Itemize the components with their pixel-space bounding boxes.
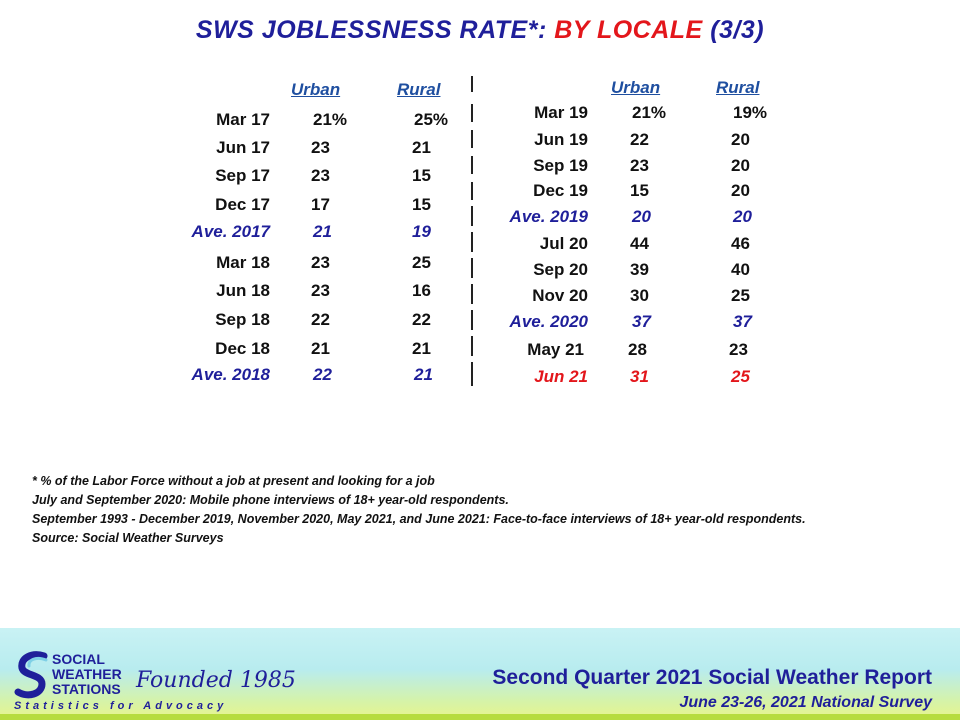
- row-label: Sep 17: [215, 166, 270, 185]
- row-label: Sep 19: [533, 156, 588, 175]
- sws-logo-icon: [14, 650, 52, 702]
- urban-value: 22: [311, 310, 330, 329]
- divider-segment: [471, 156, 473, 174]
- footnote: July and September 2020: Mobile phone interviews of 18+ year-old respondents.: [32, 493, 509, 507]
- divider-segment: [471, 284, 473, 304]
- divider-segment: [471, 258, 473, 278]
- row-label: Mar 19: [534, 103, 588, 122]
- urban-value: 22: [313, 365, 332, 384]
- footer-stripe: [0, 714, 960, 720]
- rural-value: 21: [412, 138, 431, 157]
- divider-segment: [471, 362, 473, 386]
- rural-value: 19: [412, 222, 431, 241]
- urban-value: 15: [630, 181, 649, 200]
- row-label: Dec 18: [215, 339, 270, 358]
- row-label: Mar 17: [216, 110, 270, 129]
- rural-value: 15: [412, 195, 431, 214]
- urban-value: 23: [630, 156, 649, 175]
- urban-value: 37: [632, 312, 651, 331]
- footnotes: [32, 472, 932, 548]
- rural-value: 46: [731, 234, 750, 253]
- rural-value: 21: [414, 365, 433, 384]
- logo-wordmark: [52, 652, 122, 697]
- title-prefix: SWS JOBLESSNESS RATE*:: [195, 16, 547, 44]
- urban-value: 21%: [632, 103, 667, 122]
- rural-value: 25: [731, 286, 750, 305]
- row-label: Mar 18: [216, 253, 270, 272]
- row-label: Nov 20: [532, 286, 588, 305]
- row-label-average: Ave. 2019: [509, 207, 588, 226]
- urban-value: 22: [630, 130, 649, 149]
- row-label: May 21: [527, 340, 584, 359]
- report-title: Second Quarter 2021 Social Weather Report: [492, 666, 932, 689]
- row-label: Dec 19: [533, 181, 588, 200]
- divider-segment: [471, 206, 473, 226]
- row-label: Sep 20: [533, 260, 588, 279]
- founded-text: Founded 1985: [136, 668, 296, 693]
- rural-value: 25: [412, 253, 431, 272]
- footnote: Source: Social Weather Surveys: [32, 531, 224, 545]
- urban-value: 20: [632, 207, 651, 226]
- page-title: [0, 16, 960, 45]
- row-label-average: Ave. 2018: [191, 365, 270, 384]
- row-label-average: Ave. 2020: [509, 312, 588, 331]
- divider-segment: [471, 104, 473, 122]
- rural-value: 25: [731, 367, 750, 386]
- rural-value: 20: [731, 156, 750, 175]
- divider-segment: [471, 232, 473, 252]
- rural-value: 20: [731, 181, 750, 200]
- row-label: Dec 17: [215, 195, 270, 214]
- left-urban-header: Urban: [291, 80, 341, 99]
- divider-segment: [471, 130, 473, 148]
- row-label: Jul 20: [539, 234, 588, 253]
- urban-value: 21: [311, 339, 330, 358]
- rural-value: 20: [731, 130, 750, 149]
- urban-value: 21: [313, 222, 332, 241]
- logo-line: STATIONS: [52, 681, 121, 697]
- row-label: Jun 19: [534, 130, 588, 149]
- footnote: * % of the Labor Force without a job at present and looking for a job: [32, 474, 435, 488]
- urban-value: 39: [630, 260, 649, 279]
- survey-dates: June 23-26, 2021 National Survey: [679, 694, 932, 711]
- rural-value: 22: [412, 310, 431, 329]
- footer-banner: [0, 628, 960, 720]
- left-rural-header: Rural: [397, 80, 441, 99]
- tagline: Statistics for Advocacy: [14, 700, 228, 712]
- urban-value: 31: [630, 367, 649, 386]
- right-rural-header: Rural: [716, 78, 760, 97]
- row-label-average: Ave. 2017: [191, 222, 270, 241]
- urban-value: 23: [311, 281, 330, 300]
- logo-line: SOCIAL: [52, 651, 105, 667]
- rural-value: 15: [412, 166, 431, 185]
- rural-value: 21: [412, 339, 431, 358]
- title-suffix: (3/3): [710, 16, 765, 44]
- urban-value: 21%: [313, 110, 348, 129]
- rural-value: 20: [733, 207, 752, 226]
- row-label: Jun 18: [216, 281, 270, 300]
- urban-value: 17: [311, 195, 330, 214]
- divider-segment: [471, 76, 473, 92]
- rural-value: 25%: [414, 110, 449, 129]
- urban-value: 23: [311, 166, 330, 185]
- rural-value: 37: [733, 312, 752, 331]
- footnote: September 1993 - December 2019, November 2020, May 2021, and June 2021: Face-to-face interviews of 18+ year-old respondents.: [32, 512, 806, 526]
- urban-value: 28: [628, 340, 647, 359]
- urban-value: 44: [630, 234, 649, 253]
- rural-value: 23: [729, 340, 748, 359]
- urban-value: 30: [630, 286, 649, 305]
- divider-segment: [471, 310, 473, 330]
- title-highlight: BY LOCALE: [554, 16, 703, 44]
- urban-value: 23: [311, 138, 330, 157]
- rural-value: 40: [731, 260, 750, 279]
- divider-segment: [471, 336, 473, 356]
- right-urban-header: Urban: [611, 78, 661, 97]
- rural-value: 19%: [733, 103, 768, 122]
- row-label-latest: Jun 21: [534, 367, 588, 386]
- rural-value: 16: [412, 281, 431, 300]
- row-label: Jun 17: [216, 138, 270, 157]
- logo-line: WEATHER: [52, 666, 122, 682]
- row-label: Sep 18: [215, 310, 270, 329]
- urban-value: 23: [311, 253, 330, 272]
- divider-segment: [471, 182, 473, 200]
